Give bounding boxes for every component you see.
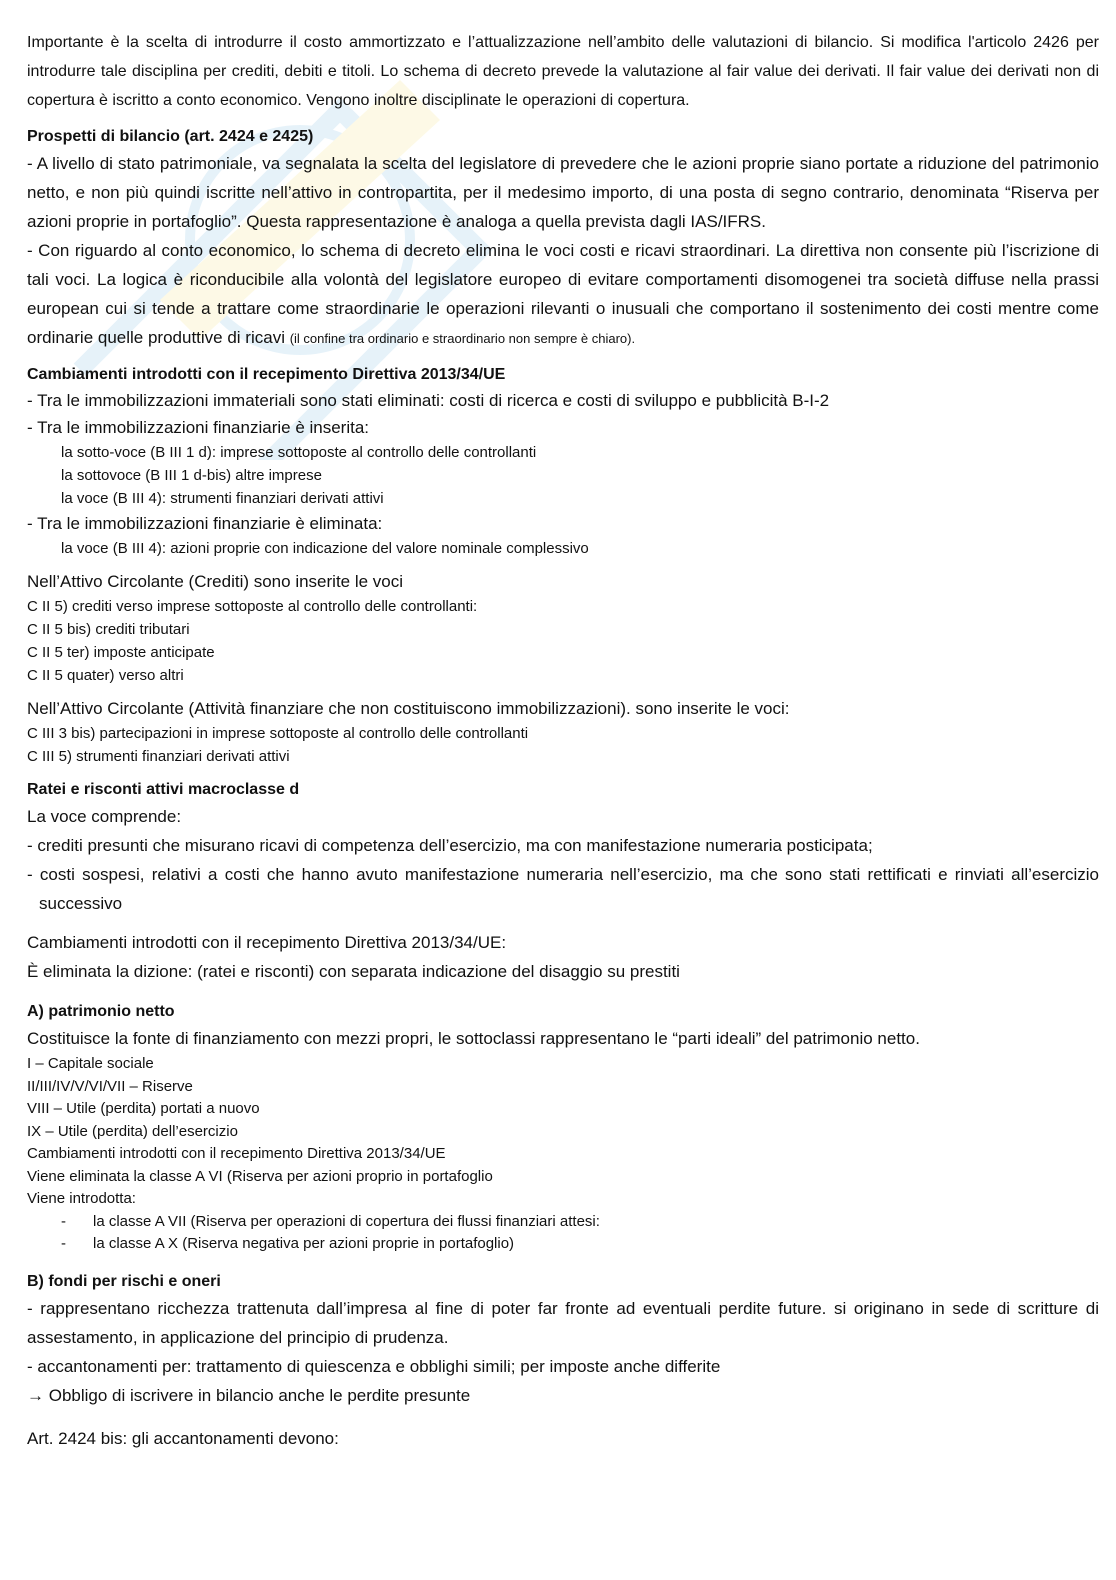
fondi-paragraph-2: - accantonamenti per: trattamento di quiescenza e obblighi simili; per imposte anche differite: [27, 1356, 721, 1376]
patrimonio-list: [27, 1053, 1099, 1256]
list-item: C II 5 quater) verso altri: [27, 667, 184, 684]
fondi-paragraph-3: → Obbligo di iscrivere in bilancio anche le perdite presunte: [27, 1385, 471, 1405]
list-item: C III 5) strumenti finanziari derivati attivi: [27, 748, 290, 765]
arrow-right-icon: →: [27, 1385, 44, 1405]
crediti-heading: Nell’Attivo Circolante (Crediti) sono inserite le voci: [27, 572, 404, 591]
patrimonio-heading: A) patrimonio netto: [27, 1003, 175, 1020]
list-item: la sottovoce (B III 1 d-bis) altre imprese: [61, 467, 322, 484]
document-page: [27, 28, 1099, 1453]
art-2424-bis: Art. 2424 bis: gli accantonamenti devono:: [27, 1428, 339, 1448]
list-item: la sotto-voce (B III 1 d): imprese sottoposte al controllo delle controllanti: [61, 444, 537, 461]
list-item: la voce (B III 4): azioni proprie con indicazione del valore nominale complessivo: [61, 540, 589, 557]
list-item: la voce (B III 4): strumenti finanziari derivati attivi: [61, 490, 384, 507]
list-item: I – Capitale sociale: [27, 1055, 154, 1072]
list-item: Viene introdotta:: [27, 1190, 136, 1207]
ratei-heading: Ratei e risconti attivi macroclasse d: [27, 781, 300, 798]
cambiamenti-line-1: - Tra le immobilizzazioni immateriali sono stati eliminati: costi di ricerca e costi di sviluppo e pubblicità B-I-2: [27, 391, 830, 410]
prospetti-heading: Prospetti di bilancio (art. 2424 e 2425): [27, 128, 314, 145]
attivita-finanziarie-list: [27, 722, 1099, 768]
cambiamenti-sublist-inserted: [27, 441, 1099, 510]
list-item: C II 5 bis) crediti tributari: [27, 621, 190, 638]
list-item: VIII – Utile (perdita) portati a nuovo: [27, 1100, 260, 1117]
fondi-heading: B) fondi per rischi e oneri: [27, 1272, 221, 1290]
list-item: IX – Utile (perdita) dell’esercizio: [27, 1122, 238, 1140]
ratei-item-2: - costi sospesi, relativi a costi che hanno avuto manifestazione numeraria nell’esercizio, ma che sono stati rettificati e rinviati all’esercizio successivo: [27, 865, 1099, 913]
ratei-item-1: - crediti presunti che misurano ricavi di competenza dell’esercizio, ma con manifestazione numeraria posticipata;: [27, 836, 873, 855]
prospetti-paragraph-2-text: - Con riguardo al conto economico, lo schema di decreto elimina le voci costi e ricavi straordinari. La direttiva non consente più l’iscrizione di tali voci. La logica è riconducibile alla volontà del legislatore europeo di evitare comportamenti disomogenei tra società diffuse nella prassi european cui si tende a trattare come straordinarie le operazioni rilevanti o inusuali che comportano il sostenimento dei costi mentre come ordinarie quelle produttive di ricavi: [27, 241, 1099, 347]
attivita-finanziarie-heading: Nell’Attivo Circolante (Attività finanziare che non costituiscono immobilizzazioni). sono inserite le voci:: [27, 699, 790, 718]
cambiamenti-heading: Cambiamenti introdotti con il recepimento Direttiva 2013/34/UE: [27, 366, 506, 383]
list-item: Cambiamenti introdotti con il recepimento Direttiva 2013/34/UE: [27, 1145, 446, 1162]
list-item: C II 5) crediti verso imprese sottoposte al controllo delle controllanti:: [27, 598, 478, 615]
cambiamenti-sublist-eliminated: [27, 537, 1099, 560]
ratei-change-heading: Cambiamenti introdotti con il recepimento Direttiva 2013/34/UE:: [27, 933, 507, 952]
prospetti-paragraph-2-note: (il confine tra ordinario e straordinario non sempre è chiaro).: [289, 331, 636, 346]
list-item: C III 3 bis) partecipazioni in imprese sottoposte al controllo delle controllanti: [27, 725, 529, 742]
list-item: Viene eliminata la classe A VI (Riserva per azioni proprio in portafoglio: [27, 1167, 493, 1185]
prospetti-paragraph-1: - A livello di stato patrimoniale, va segnalata la scelta del legislatore di prevedere che le azioni proprie siano portate a riduzione del patrimonio netto, e non più quindi iscritte nell’attivo in contropartita, per il medesimo importo, di una posta di segno contrario, denominata “Riserva per azioni proprie in portafoglio”. Questa rappresentazione è analoga a quella prevista dagli IAS/IFRS.: [27, 154, 1099, 231]
intro-paragraph: Importante è la scelta di introdurre il costo ammortizzato e l’attualizzazione nell’ambito delle valutazioni di bilancio. Si modifica l'articolo 2426 per introdurre tale disciplina per crediti, debiti e titoli. Lo schema di decreto prevede la valutazione al fair value dei derivati. Il fair value dei derivati non di copertura è iscritto a conto economico. Vengono inoltre disciplinate le operazioni di copertura.: [27, 34, 1099, 109]
list-item: II/III/IV/V/VI/VII – Riserve: [27, 1077, 193, 1095]
cambiamenti-line-2: - Tra le immobilizzazioni finanziarie è inserita:: [27, 418, 370, 437]
list-item: - la classe A X (Riserva negativa per azioni proprie in portafoglio): [61, 1235, 515, 1252]
cambiamenti-line-3: - Tra le immobilizzazioni finanziarie è eliminata:: [27, 514, 383, 533]
crediti-list: [27, 595, 1099, 687]
prospetti-paragraph-2: [27, 236, 1099, 353]
list-item: - la classe A VII (Riserva per operazioni di copertura dei flussi finanziari attesi:: [61, 1212, 600, 1230]
ratei-intro: La voce comprende:: [27, 807, 182, 826]
list-item: C II 5 ter) imposte anticipate: [27, 644, 215, 661]
ratei-change-text: È eliminata la dizione: (ratei e risconti) con separata indicazione del disaggio su prestiti: [27, 962, 680, 981]
patrimonio-intro: Costituisce la fonte di finanziamento con mezzi propri, le sottoclassi rappresentano le “parti ideali” del patrimonio netto.: [27, 1029, 920, 1048]
fondi-paragraph-1: - rappresentano ricchezza trattenuta dall’impresa al fine di poter far fronte ad eventuali perdite future. si originano in sede di scritture di assestamento, in applicazione del principio di prudenza.: [27, 1298, 1099, 1347]
